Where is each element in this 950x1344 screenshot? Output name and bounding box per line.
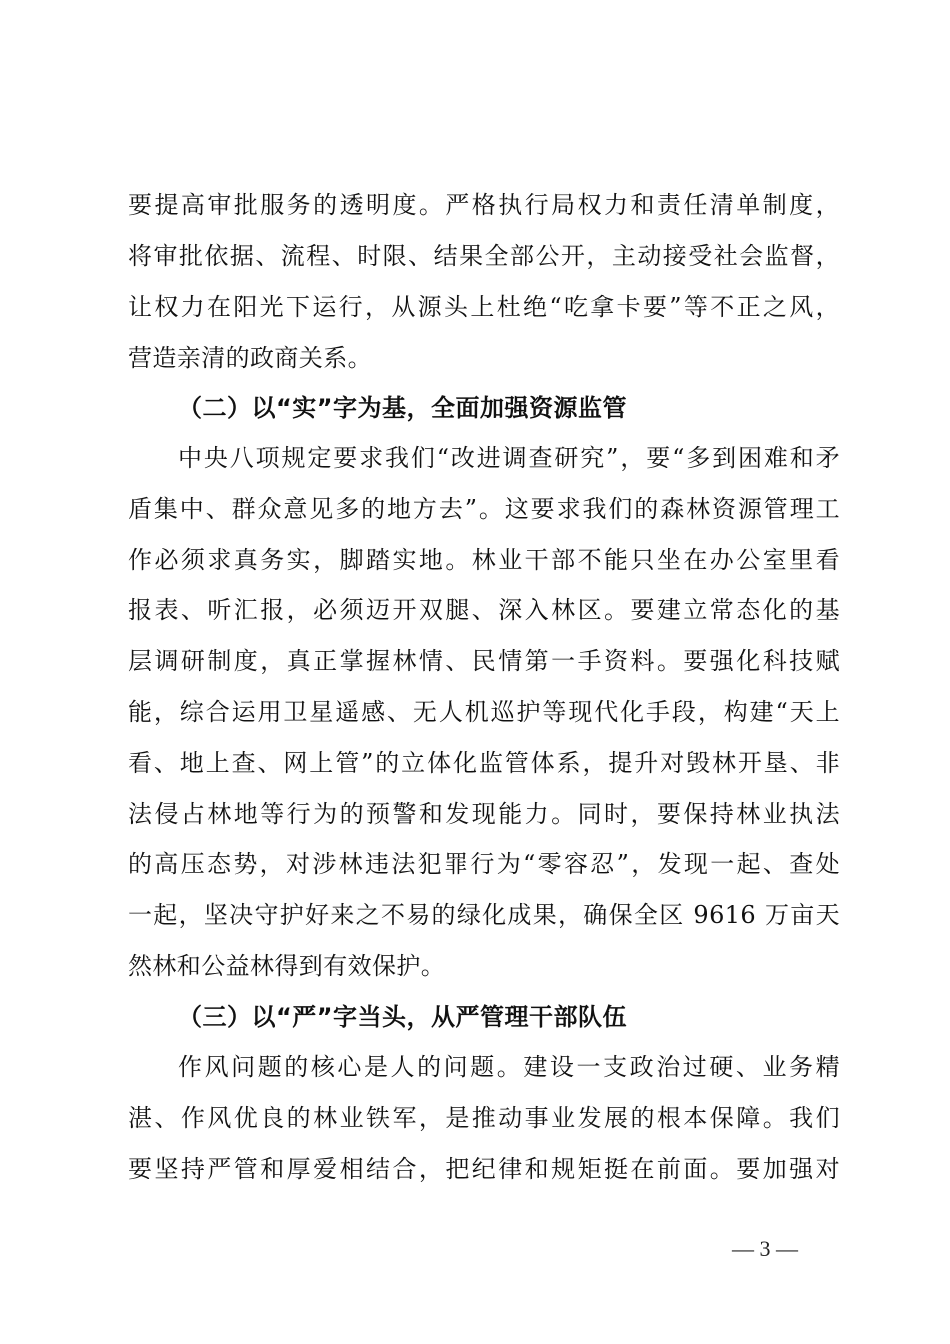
paragraph-line: 要提高审批服务的透明度。严格执行局权力和责任清单制度， [128, 191, 840, 219]
page-number: — 3 — [732, 1236, 798, 1261]
paragraph-line: 让权力在阳光下运行，从源头上杜绝“吃拿卡要”等不正之风， [128, 293, 840, 321]
paragraph-line: 中央八项规定要求我们“改进调查研究”，要“多到困难和矛 [178, 444, 840, 472]
paragraph-line: 盾集中、群众意见多的地方去”。这要求我们的森林资源管理工 [128, 495, 840, 523]
paragraph-line: 法侵占林地等行为的预警和发现能力。同时，要保持林业执法 [128, 800, 840, 828]
paragraph-line: 的高压态势，对涉林违法犯罪行为“零容忍”，发现一起、查处 [128, 850, 840, 878]
paragraph-line: 看、地上查、网上管”的立体化监管体系，提升对毁林开垦、非 [128, 749, 840, 777]
paragraph-line: 报表、听汇报，必须迈开双腿、深入林区。要建立常态化的基 [128, 596, 840, 624]
section-heading: （二）以“实”字为基，全面加强资源监管 [178, 394, 628, 422]
paragraph-line: 作风问题的核心是人的问题。建设一支政治过硬、业务精 [178, 1053, 840, 1081]
paragraph-line: 作必须求真务实，脚踏实地。林业干部不能只坐在办公室里看 [128, 546, 840, 574]
section-heading: （三）以“严”字当头，从严管理干部队伍 [178, 1003, 628, 1031]
paragraph-line: 能，综合运用卫星遥感、无人机巡护等现代化手段，构建“天上 [128, 698, 840, 726]
paragraph-line: 要坚持严管和厚爱相结合，把纪律和规矩挺在前面。要加强对 [128, 1155, 840, 1183]
paragraph-line: 营造亲清的政商关系。 [128, 344, 372, 372]
paragraph-line: 层调研制度，真正掌握林情、民情第一手资料。要强化科技赋 [128, 647, 840, 675]
paragraph-line: 湛、作风优良的林业铁军，是推动事业发展的根本保障。我们 [128, 1104, 840, 1132]
paragraph-line: 一起，坚决守护好来之不易的绿化成果，确保全区 9616 万亩天 [128, 901, 840, 929]
paragraph-line: 将审批依据、流程、时限、结果全部公开，主动接受社会监督， [128, 242, 840, 270]
paragraph-line: 然林和公益林得到有效保护。 [128, 952, 446, 980]
